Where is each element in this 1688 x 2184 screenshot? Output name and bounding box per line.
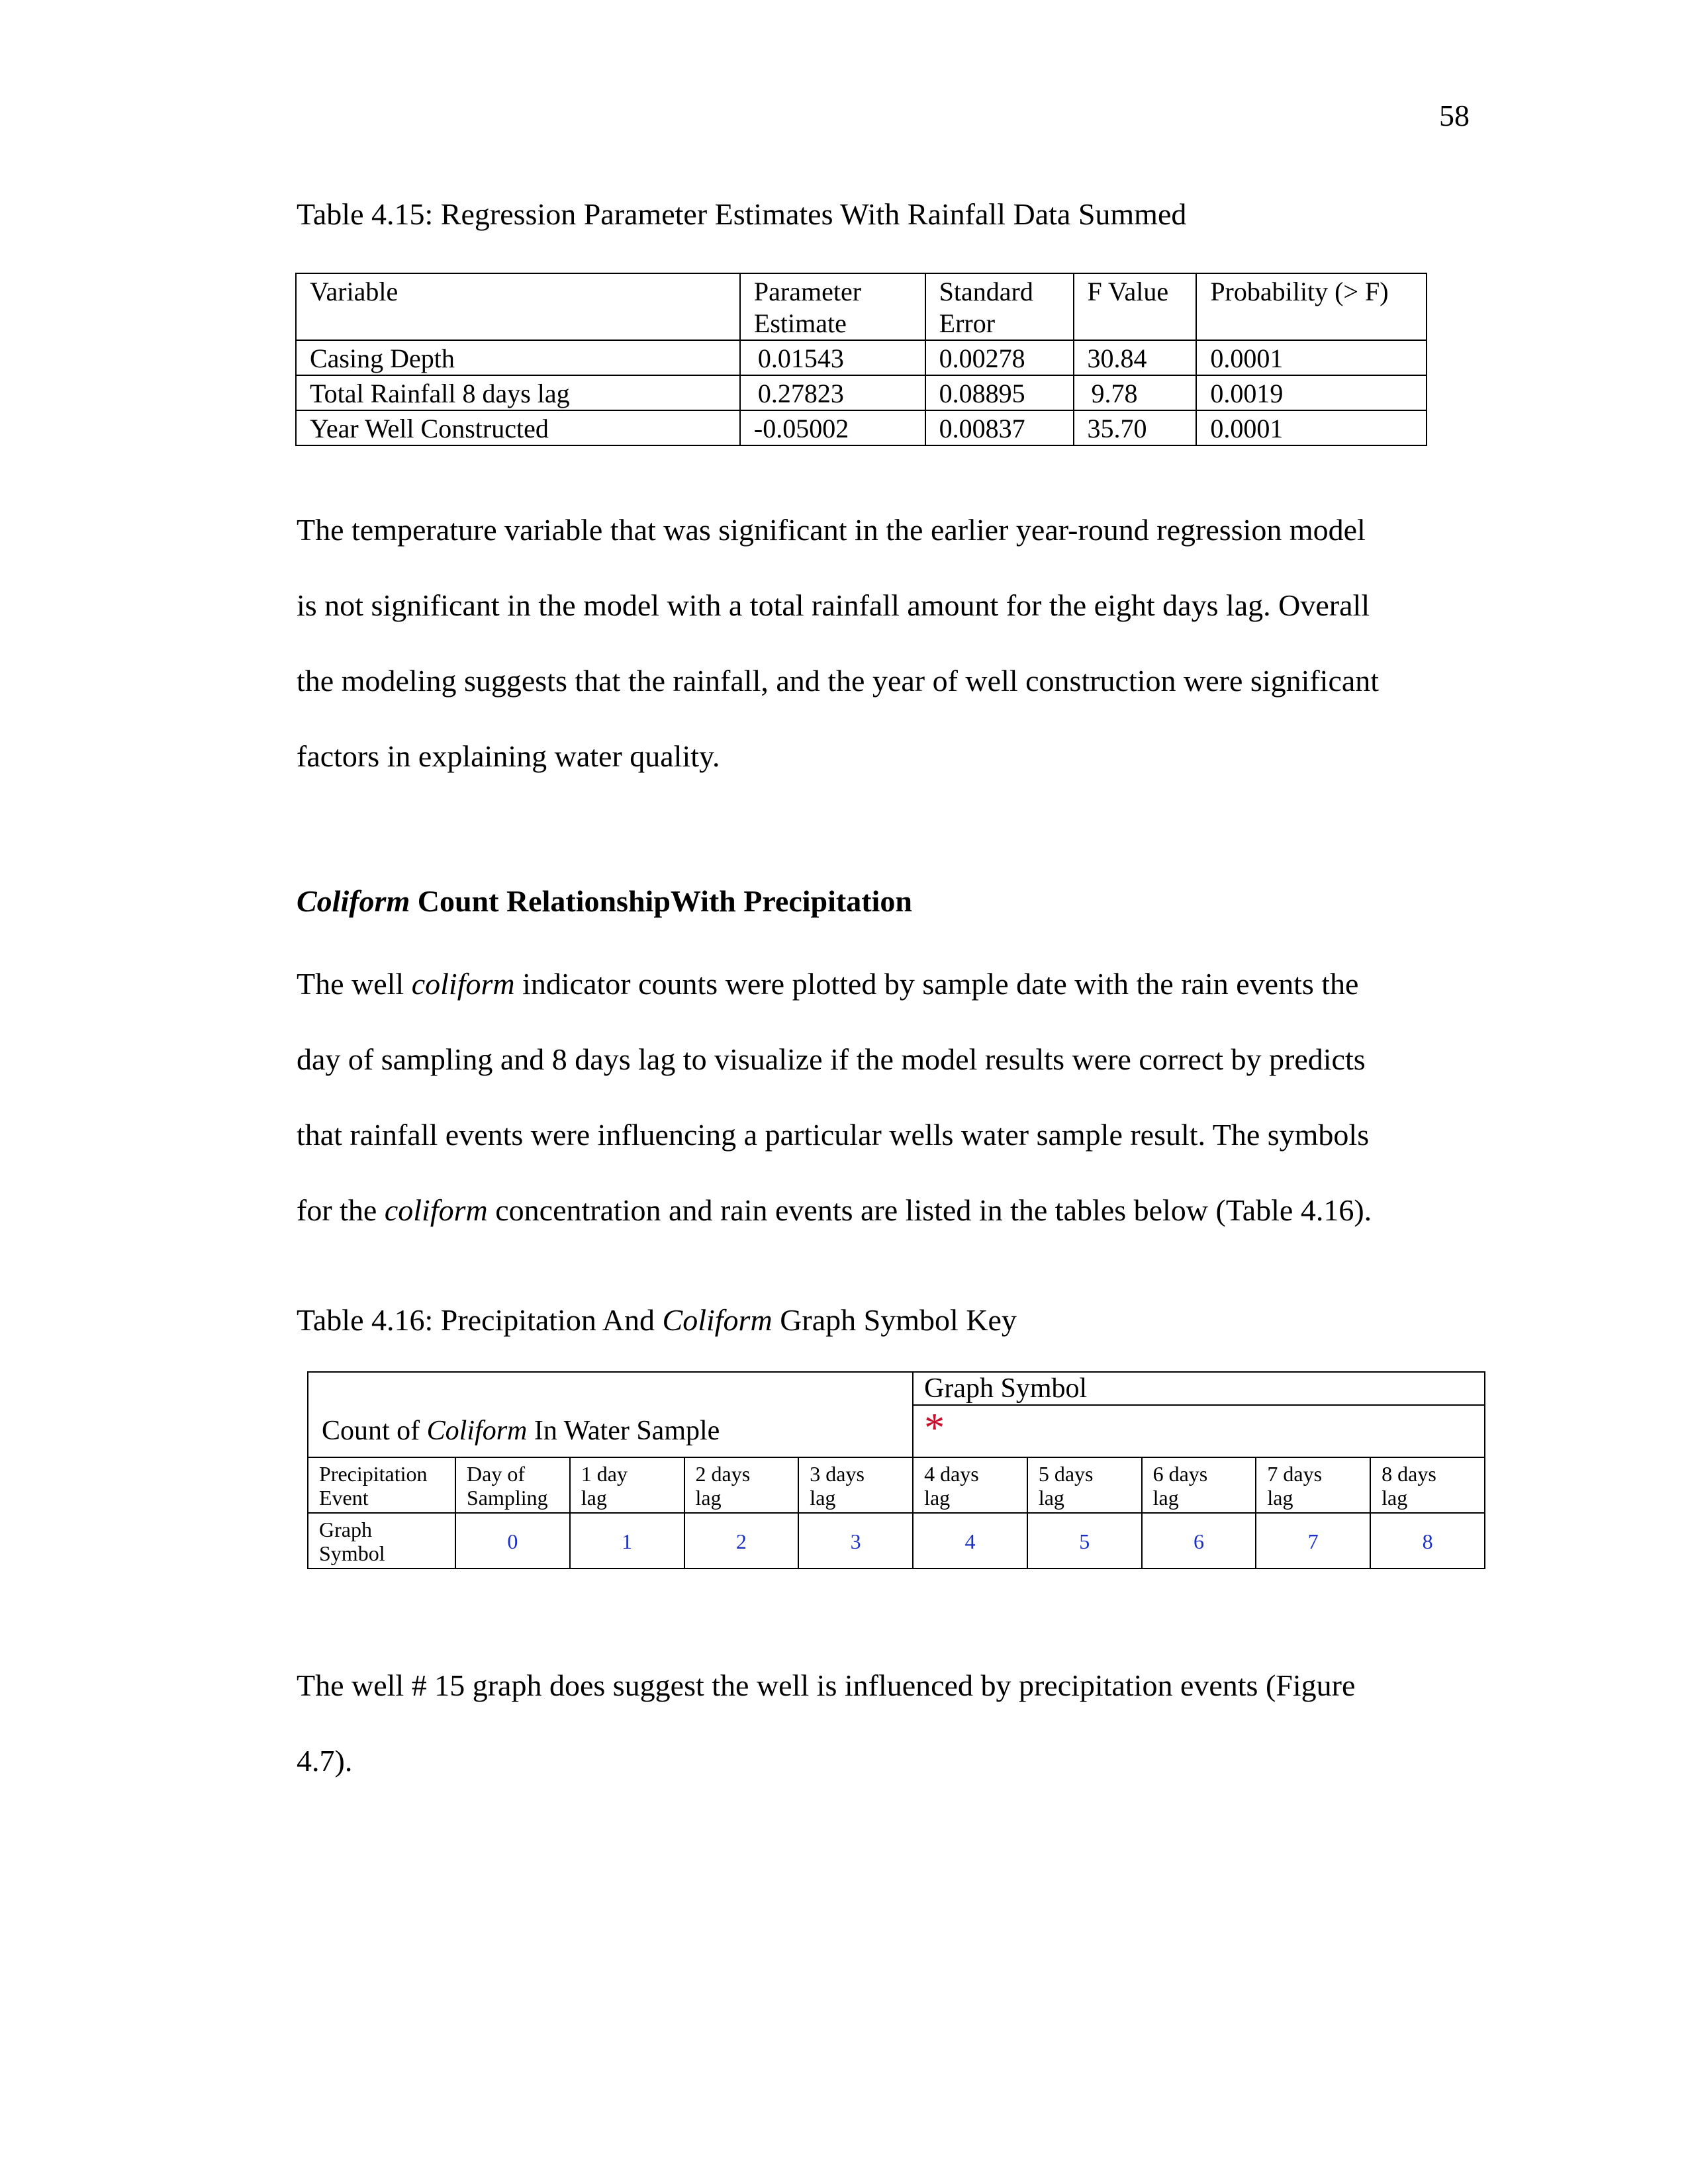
event-cell: 7 days lag (1256, 1457, 1370, 1513)
table-4-15 (295, 273, 1427, 446)
symbol-cell: 1 (570, 1513, 684, 1569)
symbol-cell: 7 (1256, 1513, 1370, 1569)
section-heading (297, 884, 912, 919)
heading-italic: Coliform (297, 884, 410, 918)
paragraph-line: factors in explaining water quality. (297, 739, 720, 773)
cell-variable: Year Well Constructed (296, 410, 740, 445)
symbol-cell: 6 (1142, 1513, 1256, 1569)
table-row (296, 410, 1427, 445)
paragraph-line: The well coliform indicator counts were plotted by sample date with the rain events the (297, 967, 1359, 1001)
paragraph-coliform-plot (297, 946, 1481, 1248)
symbol-cell: 8 (1370, 1513, 1485, 1569)
header-standard-error: Standard Error (925, 273, 1074, 340)
paragraph-line: the modeling suggests that the rainfall, and the year of well construction were significant (297, 664, 1380, 698)
cell-variable: Casing Depth (296, 340, 740, 375)
paragraph-well-15 (297, 1648, 1481, 1799)
table-row (296, 340, 1427, 375)
graph-symbol-header: Graph Symbol (913, 1372, 1485, 1405)
cell-stderr: 0.00278 (925, 340, 1074, 375)
paragraph-line: day of sampling and 8 days lag to visualize if the model results were correct by predicts (297, 1042, 1366, 1076)
symbol-cell: 2 (684, 1513, 799, 1569)
paragraph-line: 4.7). (297, 1744, 353, 1778)
cell-variable: Total Rainfall 8 days lag (296, 375, 740, 410)
event-cell: 5 days lag (1027, 1457, 1142, 1513)
coliform-count-row (308, 1405, 1485, 1457)
precipitation-event-label: Precipitation Event (308, 1457, 455, 1513)
heading-rest: Count RelationshipWith Precipitation (410, 884, 912, 918)
cell-probability: 0.0001 (1196, 340, 1427, 375)
paragraph-line: that rainfall events were influencing a particular wells water sample result. The symbols (297, 1118, 1370, 1152)
cell-stderr: 0.00837 (925, 410, 1074, 445)
blank-cell (308, 1372, 913, 1405)
table-4-16-caption: Table 4.16: Precipitation And Coliform Graph Symbol Key (297, 1303, 1017, 1337)
table-row (296, 375, 1427, 410)
table-4-16 (307, 1371, 1485, 1569)
event-cell: 1 day lag (570, 1457, 684, 1513)
table-header-row (296, 273, 1427, 340)
paragraph-temperature-variable (297, 492, 1481, 794)
header-variable: Variable (296, 273, 740, 340)
cell-f-value: 35.70 (1074, 410, 1197, 445)
cell-estimate: 0.01543 (740, 340, 925, 375)
paragraph-line: The well # 15 graph does suggest the well is influenced by precipitation events (Figure (297, 1668, 1356, 1702)
header-f-value: F Value (1074, 273, 1197, 340)
symbol-cell: 0 (455, 1513, 570, 1569)
cell-f-value: 30.84 (1074, 340, 1197, 375)
asterisk-icon: * (924, 1406, 945, 1451)
event-cell: 8 days lag (1370, 1457, 1485, 1513)
event-cell: 6 days lag (1142, 1457, 1256, 1513)
cell-f-value: 9.78 (1074, 375, 1197, 410)
cell-estimate: 0.27823 (740, 375, 925, 410)
page-number: 58 (1439, 99, 1470, 132)
cell-estimate: -0.05002 (740, 410, 925, 445)
event-cell: Day of Sampling (455, 1457, 570, 1513)
header-parameter-estimate: Parameter Estimate (740, 273, 925, 340)
paragraph-line: The temperature variable that was significant in the earlier year-round regression model (297, 513, 1366, 547)
event-cell: 3 days lag (798, 1457, 913, 1513)
precipitation-event-row (308, 1457, 1485, 1513)
symbol-cell: 5 (1027, 1513, 1142, 1569)
cell-probability: 0.0001 (1196, 410, 1427, 445)
paragraph-line: is not significant in the model with a total rainfall amount for the eight days lag. Overall (297, 588, 1370, 622)
symbol-cell: 4 (913, 1513, 1027, 1569)
graph-symbol-label: Graph Symbol (308, 1513, 455, 1569)
paragraph-line: for the coliform concentration and rain events are listed in the tables below (Table 4.16). (297, 1193, 1372, 1227)
cell-stderr: 0.08895 (925, 375, 1074, 410)
coliform-symbol-cell (913, 1405, 1485, 1457)
table-4-15-caption: Table 4.15: Regression Parameter Estimates With Rainfall Data Summed (297, 197, 1187, 231)
event-cell: 2 days lag (684, 1457, 799, 1513)
graph-symbol-row (308, 1513, 1485, 1569)
cell-probability: 0.0019 (1196, 375, 1427, 410)
coliform-count-label: Count of Coliform In Water Sample (308, 1405, 913, 1457)
symbol-cell: 3 (798, 1513, 913, 1569)
event-cell: 4 days lag (913, 1457, 1027, 1513)
header-probability: Probability (> F) (1196, 273, 1427, 340)
graph-symbol-header-row (308, 1372, 1485, 1405)
